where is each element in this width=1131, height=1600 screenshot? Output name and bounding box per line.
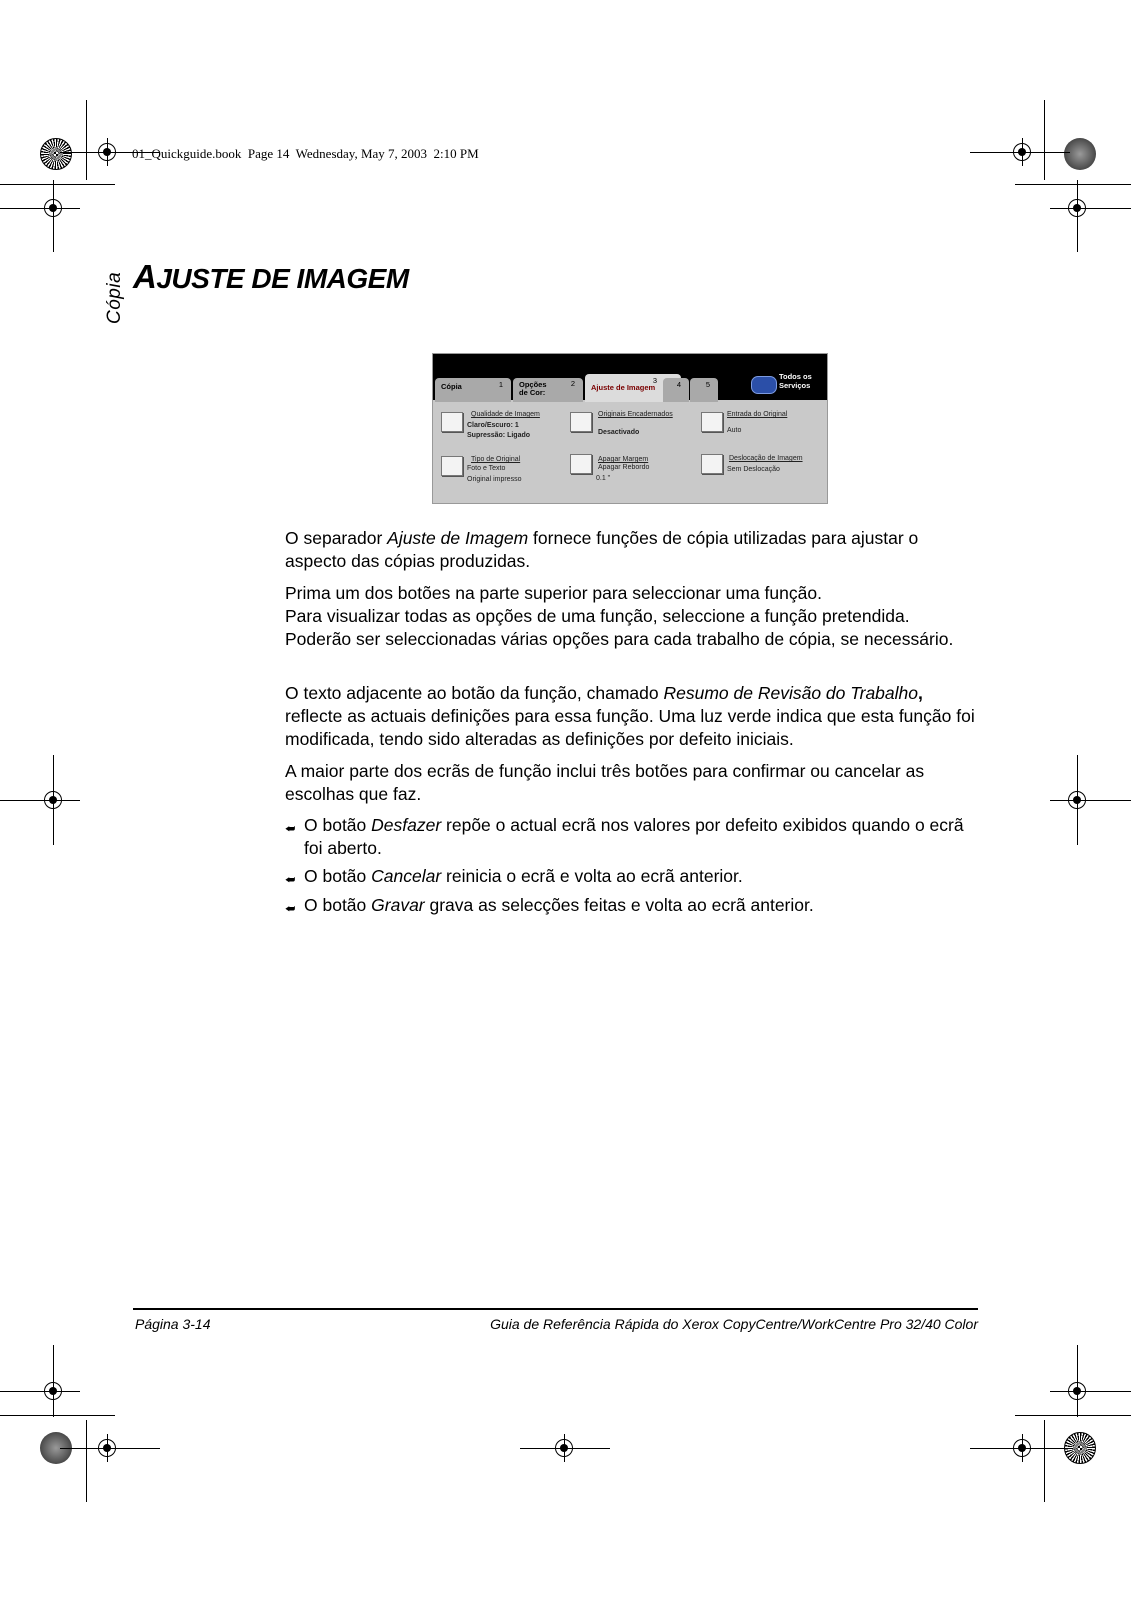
tab-number: 4: [676, 380, 681, 389]
tab-label: Opções de Cor:: [519, 380, 547, 397]
page-title-initial: A: [133, 258, 157, 295]
paragraph-instructions: Prima um dos botões na parte superior para seleccionar uma função. Para visualizar todas as opções de uma função, seleccione a função pretendida. Poderão ser seleccionadas várias opções para cada trabalho de cópia, se necessário.: [285, 583, 954, 649]
section-tab-label: Cópia: [104, 271, 125, 324]
feature-button: [441, 412, 463, 432]
paragraph-buttons: A maior parte dos ecrãs de função inclui três botões para confirmar ou cancelar as escolhas que faz.: [285, 761, 925, 804]
paragraph-summary: O texto adjacente ao botão da função, chamado Resumo de Revisão do Trabalho, reflecte as actuais definições para essa função. Uma luz verde indica que esta função foi modificada, tendo sido alteradas as definições por defeito iniciais.: [285, 683, 975, 749]
registration-starburst-icon: [40, 138, 72, 170]
feature-value: Auto: [727, 427, 742, 434]
feature-value: Foto e Texto: [467, 465, 506, 472]
all-services-button: [751, 372, 817, 394]
footer-page-number: Página 3-14: [135, 1316, 211, 1332]
feature-link: Originais Encadernados: [598, 411, 673, 418]
tab-number: 5: [705, 380, 710, 389]
tab-number: 1: [498, 380, 503, 389]
feature-value: Original impresso: [467, 476, 522, 483]
section-tab: [96, 260, 136, 330]
page-title: [133, 258, 409, 296]
list-item: ⮨ O botão Desfazer repõe o actual ecrã nos valores por defeito exibidos quando o ecrã foi aberto.: [285, 815, 964, 858]
paragraph-intro: O separador Ajuste de Imagem fornece funções de cópia utilizadas para ajustar o aspecto das cópias produzidas.: [285, 528, 919, 571]
feature-value: Supressão: Ligado: [467, 432, 531, 439]
feature-value: Claro/Escuro: 1: [467, 422, 519, 429]
feature-value: 0.1 ": [596, 475, 611, 482]
feature-value: Sem Deslocação: [727, 466, 780, 473]
feature-link: Apagar Margem: [598, 456, 649, 463]
copier-screen-image: [432, 353, 828, 504]
all-services-label: Todos os Serviços: [779, 372, 812, 390]
feature-link: Qualidade de Imagem: [471, 411, 540, 418]
tab-opcoes-cor: [513, 378, 583, 402]
all-services-icon: [751, 376, 777, 394]
list-item: ⮨ O botão Cancelar reinicia o ecrã e volta ao ecrã anterior.: [285, 865, 975, 888]
feature-button: [570, 412, 592, 432]
page-title-rest: JUSTE DE IMAGEM: [156, 263, 409, 294]
feature-value: Desactivado: [598, 429, 640, 436]
list-item: ⮨ O botão Gravar grava as selecções feitas e volta ao ecrã anterior.: [285, 894, 975, 917]
emphasis: Ajuste de Imagem: [387, 528, 529, 548]
feature-link: Deslocação de Imagem: [729, 455, 803, 462]
feature-value: Apagar Rebordo: [598, 464, 650, 471]
tab-label: Ajuste de Imagem: [591, 383, 656, 392]
feature-link: Tipo de Original: [471, 456, 521, 463]
bullet-arrow-icon: ⮨: [285, 874, 296, 886]
tab-5: [690, 378, 718, 402]
feature-button: [570, 454, 592, 474]
book-info-line: 01_Quickguide.book Page 14 Wednesday, May 7, 2003 2:10 PM: [132, 146, 479, 161]
tab-number: 2: [570, 379, 575, 388]
tab-copia: [435, 378, 511, 402]
feature-link: Entrada do Original: [727, 411, 788, 418]
tab-label: Cópia: [441, 382, 462, 391]
feature-button: [441, 456, 463, 476]
feature-button: [701, 412, 723, 432]
footer-rule: [133, 1308, 978, 1310]
bullet-arrow-icon: ⮨: [285, 823, 296, 835]
bullet-arrow-icon: ⮨: [285, 903, 296, 915]
emphasis: Resumo de Revisão do Trabalho: [663, 683, 919, 703]
registration-disk-icon: [1064, 138, 1096, 170]
tab-4: [663, 378, 689, 402]
feature-button: [701, 454, 723, 474]
footer-guide-title: Guia de Referência Rápida do Xerox CopyCentre/WorkCentre Pro 32/40 Color: [490, 1316, 978, 1332]
tab-number: 3: [652, 376, 657, 385]
